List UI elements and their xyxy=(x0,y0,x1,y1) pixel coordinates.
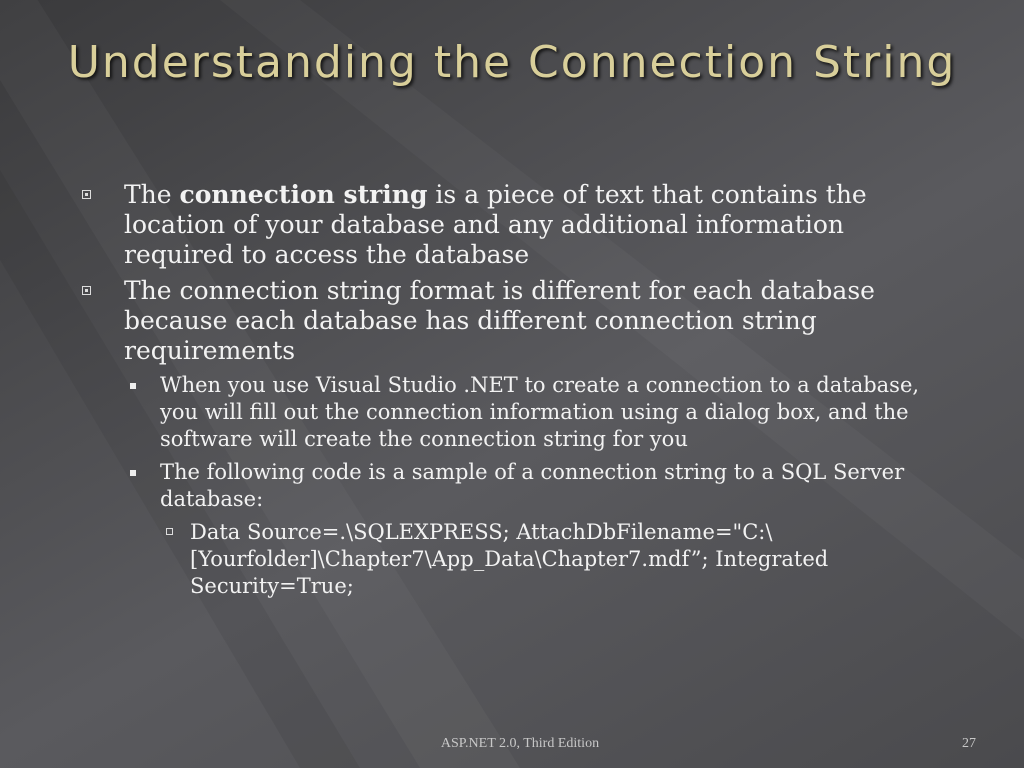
bullet-1-bold-term: connection string xyxy=(179,180,428,209)
sub-bullet-item-2 xyxy=(76,459,956,513)
footer-text: ASP.NET 2.0, Third Edition xyxy=(440,736,600,751)
boxed-square-bullet-icon xyxy=(82,286,91,295)
hollow-square-bullet-icon xyxy=(166,528,173,535)
sub-bullet-item-1 xyxy=(76,372,956,453)
sub-bullet-1-text: When you use Visual Studio .NET to create a connection to a database, you will fill out the connection information using a dialog box, and the software will create the connection string for you xyxy=(160,373,920,451)
code-sample-text: Data Source=.\SQLEXPRESS; AttachDbFilename="C:\[Yourfolder]\Chapter7\App_Data\Chapter7.mdf”; Integrated Security=True; xyxy=(190,520,829,598)
boxed-square-bullet-icon xyxy=(82,190,91,199)
page-number: 27 xyxy=(962,736,976,751)
filled-square-bullet-icon xyxy=(130,470,136,476)
bullet-1-text-start: The xyxy=(124,180,180,209)
code-sample-item xyxy=(76,519,956,600)
bullet-1-text-end: is a piece of text that contains the location of your database and any additional information required to access the database xyxy=(124,180,867,269)
sub-bullet-2-text: The following code is a sample of a connection string to a SQL Server database: xyxy=(160,460,905,511)
bullet-item-1 xyxy=(76,180,956,270)
slide-body xyxy=(76,180,956,606)
slide-title: Understanding the Connection String xyxy=(67,37,957,88)
bullet-2-text: The connection string format is different for each database because each database has different connection string requirements xyxy=(124,276,875,365)
filled-square-bullet-icon xyxy=(130,383,136,389)
bullet-item-2 xyxy=(76,276,956,366)
